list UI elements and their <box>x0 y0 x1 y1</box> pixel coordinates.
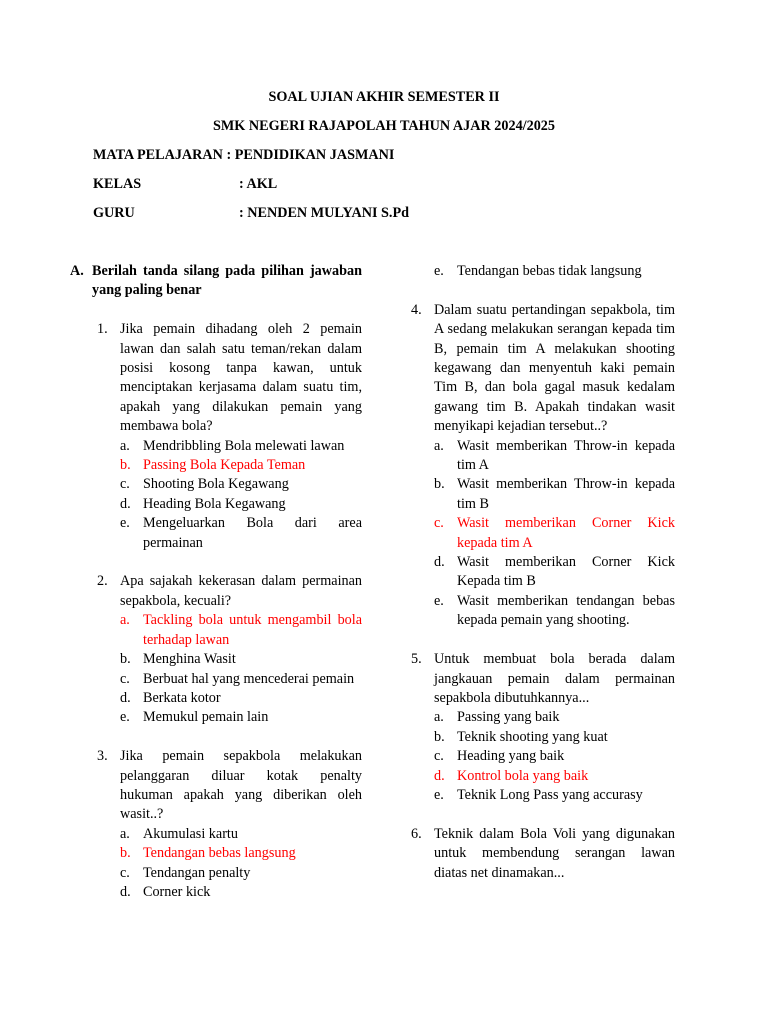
question-item <box>97 747 362 902</box>
option-letter: b. <box>434 728 445 745</box>
option-letter: d. <box>434 767 445 784</box>
question-stem: Teknik dalam Bola Voli yang digunakan untuk membendung serangan lawan diatas net dinamakan... <box>434 825 675 881</box>
question-stem: Jika pemain dihadang oleh 2 pemain lawan dan salah satu teman/rekan dalam posisi kosong tanpa kawan, untuk menciptakan kerjasama dalam suatu tim, apakah yang dilakukan pemain yang membawa bola? <box>120 321 362 435</box>
option-letter: d. <box>120 495 131 512</box>
question-item <box>411 650 675 805</box>
question-stem: Jika pemain sepakbola melakukan pelanggaran diluar kotak penalty hukuman apakah yang diberikan oleh wasit..? <box>120 748 362 823</box>
answer-option[interactable] <box>434 262 675 281</box>
answer-option[interactable] <box>120 514 362 553</box>
school-line: SMK NEGERI RAJAPOLAH TAHUN AJAR 2024/2025 <box>213 118 555 134</box>
teacher-label: GURU <box>93 205 135 221</box>
section-instruction: Berilah tanda silang pada pilihan jawaban yang paling benar <box>92 263 362 299</box>
option-text: Wasit memberikan Throw-in kepada tim A <box>457 437 675 474</box>
option-letter: a. <box>120 612 130 629</box>
question-item <box>411 825 675 883</box>
left-column <box>70 262 362 902</box>
option-letter: e. <box>434 592 444 609</box>
option-text: Teknik Long Pass yang accurasy <box>457 786 643 803</box>
teacher-row <box>93 204 409 223</box>
class-value: : AKL <box>239 176 278 192</box>
exam-title: SOAL UJIAN AKHIR SEMESTER II <box>268 89 500 105</box>
answer-option[interactable] <box>120 670 362 689</box>
question-stem: Untuk membuat bola berada dalam jangkauan pemain dalam permainan sepakbola dibutuhkannya... <box>434 651 675 706</box>
option-text: Heading yang baik <box>457 748 565 765</box>
option-text: Wasit memberikan Corner Kick kepada tim A <box>457 515 675 551</box>
right-column <box>411 262 675 883</box>
question-list-left <box>70 320 362 902</box>
answer-option[interactable] <box>120 495 362 514</box>
answer-option[interactable] <box>434 767 675 786</box>
option-letter: e. <box>434 263 444 279</box>
option-text: Wasit memberikan tendangan bebas kepada pemain yang shooting. <box>457 592 675 629</box>
answer-option[interactable] <box>434 747 675 766</box>
question-number: 6. <box>411 825 422 842</box>
option-text: Akumulasi kartu <box>143 825 238 842</box>
section-heading <box>70 262 362 301</box>
option-letter: a. <box>120 825 130 842</box>
option-text: Corner kick <box>143 883 211 900</box>
option-letter: c. <box>434 515 444 532</box>
option-letter: a. <box>434 437 444 454</box>
question-item <box>97 320 362 553</box>
answer-option[interactable] <box>434 437 675 476</box>
option-text: Heading Bola Kegawang <box>143 495 286 512</box>
option-text: Kontrol bola yang baik <box>457 767 589 784</box>
question-stem: Apa sajakah kekerasan dalam permainan sepakbola, kecuali? <box>120 573 362 609</box>
option-text: Tendangan penalty <box>143 864 251 881</box>
option-letter: c. <box>120 864 130 881</box>
teacher-value: : NENDEN MULYANI S.Pd <box>239 205 410 221</box>
option-text: Mengeluarkan Bola dari area permainan <box>143 515 362 551</box>
answer-option[interactable] <box>434 592 675 631</box>
option-letter: d. <box>120 689 131 706</box>
option-text: Tendangan bebas tidak langsung <box>457 263 642 279</box>
question-number: 4. <box>411 301 422 318</box>
answer-option[interactable] <box>120 475 362 494</box>
subject-row <box>93 146 394 165</box>
option-letter: b. <box>120 845 131 862</box>
class-row <box>93 175 277 194</box>
answer-option[interactable] <box>120 611 362 650</box>
option-letter: a. <box>434 709 444 726</box>
answer-option[interactable] <box>434 728 675 747</box>
question-stem: Dalam suatu pertandingan sepakbola, tim A sedang melakukan serangan kepada tim B, pemain tim A melakukan shooting kegawang dan menyentuh kaki pemain Tim B, dan bola gagal masuk kedalam gawang tim B. Apakah tindakan wasit menyikapi kejadian tersebut..? <box>434 301 675 435</box>
option-text: Teknik shooting yang kuat <box>457 728 608 745</box>
option-text: Tackling bola untuk mengambil bola terhadap lawan <box>143 612 362 648</box>
option-letter: a. <box>120 437 130 454</box>
option-letter: c. <box>434 748 444 765</box>
option-letter: d. <box>434 554 445 571</box>
question-3-continuation <box>411 262 675 281</box>
option-text: Berbuat hal yang mencederai pemain <box>143 670 355 687</box>
question-list-right <box>411 301 675 883</box>
question-item <box>411 301 675 631</box>
option-letter: c. <box>120 670 130 687</box>
answer-option[interactable] <box>120 650 362 669</box>
question-number: 3. <box>97 748 108 765</box>
option-letter: c. <box>120 476 130 493</box>
section-label: A. <box>70 263 84 279</box>
option-letter: e. <box>120 515 130 532</box>
option-letter: b. <box>120 651 131 668</box>
answer-option[interactable] <box>434 708 675 727</box>
answer-option[interactable] <box>120 883 362 902</box>
question-number: 2. <box>97 573 108 590</box>
option-text: Shooting Bola Kegawang <box>143 476 289 493</box>
question-number: 1. <box>97 321 108 338</box>
option-text: Berkata kotor <box>143 689 221 706</box>
answer-option[interactable] <box>120 708 362 727</box>
answer-option[interactable] <box>120 864 362 883</box>
option-text: Mendribbling Bola melewati lawan <box>143 437 345 454</box>
option-text: Menghina Wasit <box>143 651 236 668</box>
question-number: 5. <box>411 651 422 668</box>
option-text: Memukul pemain lain <box>143 709 269 726</box>
option-letter: d. <box>120 883 131 900</box>
answer-option[interactable] <box>120 456 362 475</box>
answer-option[interactable] <box>120 825 362 844</box>
option-text: Tendangan bebas langsung <box>143 845 296 862</box>
answer-option[interactable] <box>434 514 675 553</box>
option-letter: e. <box>434 786 444 803</box>
option-text: Wasit memberikan Corner Kick Kepada tim B <box>457 554 675 590</box>
answer-option[interactable] <box>120 437 362 456</box>
answer-option[interactable] <box>434 475 675 514</box>
option-letter: b. <box>120 457 131 474</box>
answer-option[interactable] <box>120 844 362 863</box>
answer-option[interactable] <box>434 786 675 805</box>
option-text: Wasit memberikan Throw-in kepada tim B <box>457 476 675 512</box>
option-letter: b. <box>434 476 445 493</box>
answer-option[interactable] <box>434 553 675 592</box>
subject-label: MATA PELAJARAN <box>93 147 223 163</box>
question-item <box>97 572 362 727</box>
subject-value: : PENDIDIKAN JASMANI <box>226 147 395 163</box>
option-text: Passing Bola Kepada Teman <box>143 457 306 474</box>
class-label: KELAS <box>93 176 142 192</box>
option-letter: e. <box>120 709 130 726</box>
option-text: Passing yang baik <box>457 709 560 726</box>
answer-option[interactable] <box>120 689 362 708</box>
